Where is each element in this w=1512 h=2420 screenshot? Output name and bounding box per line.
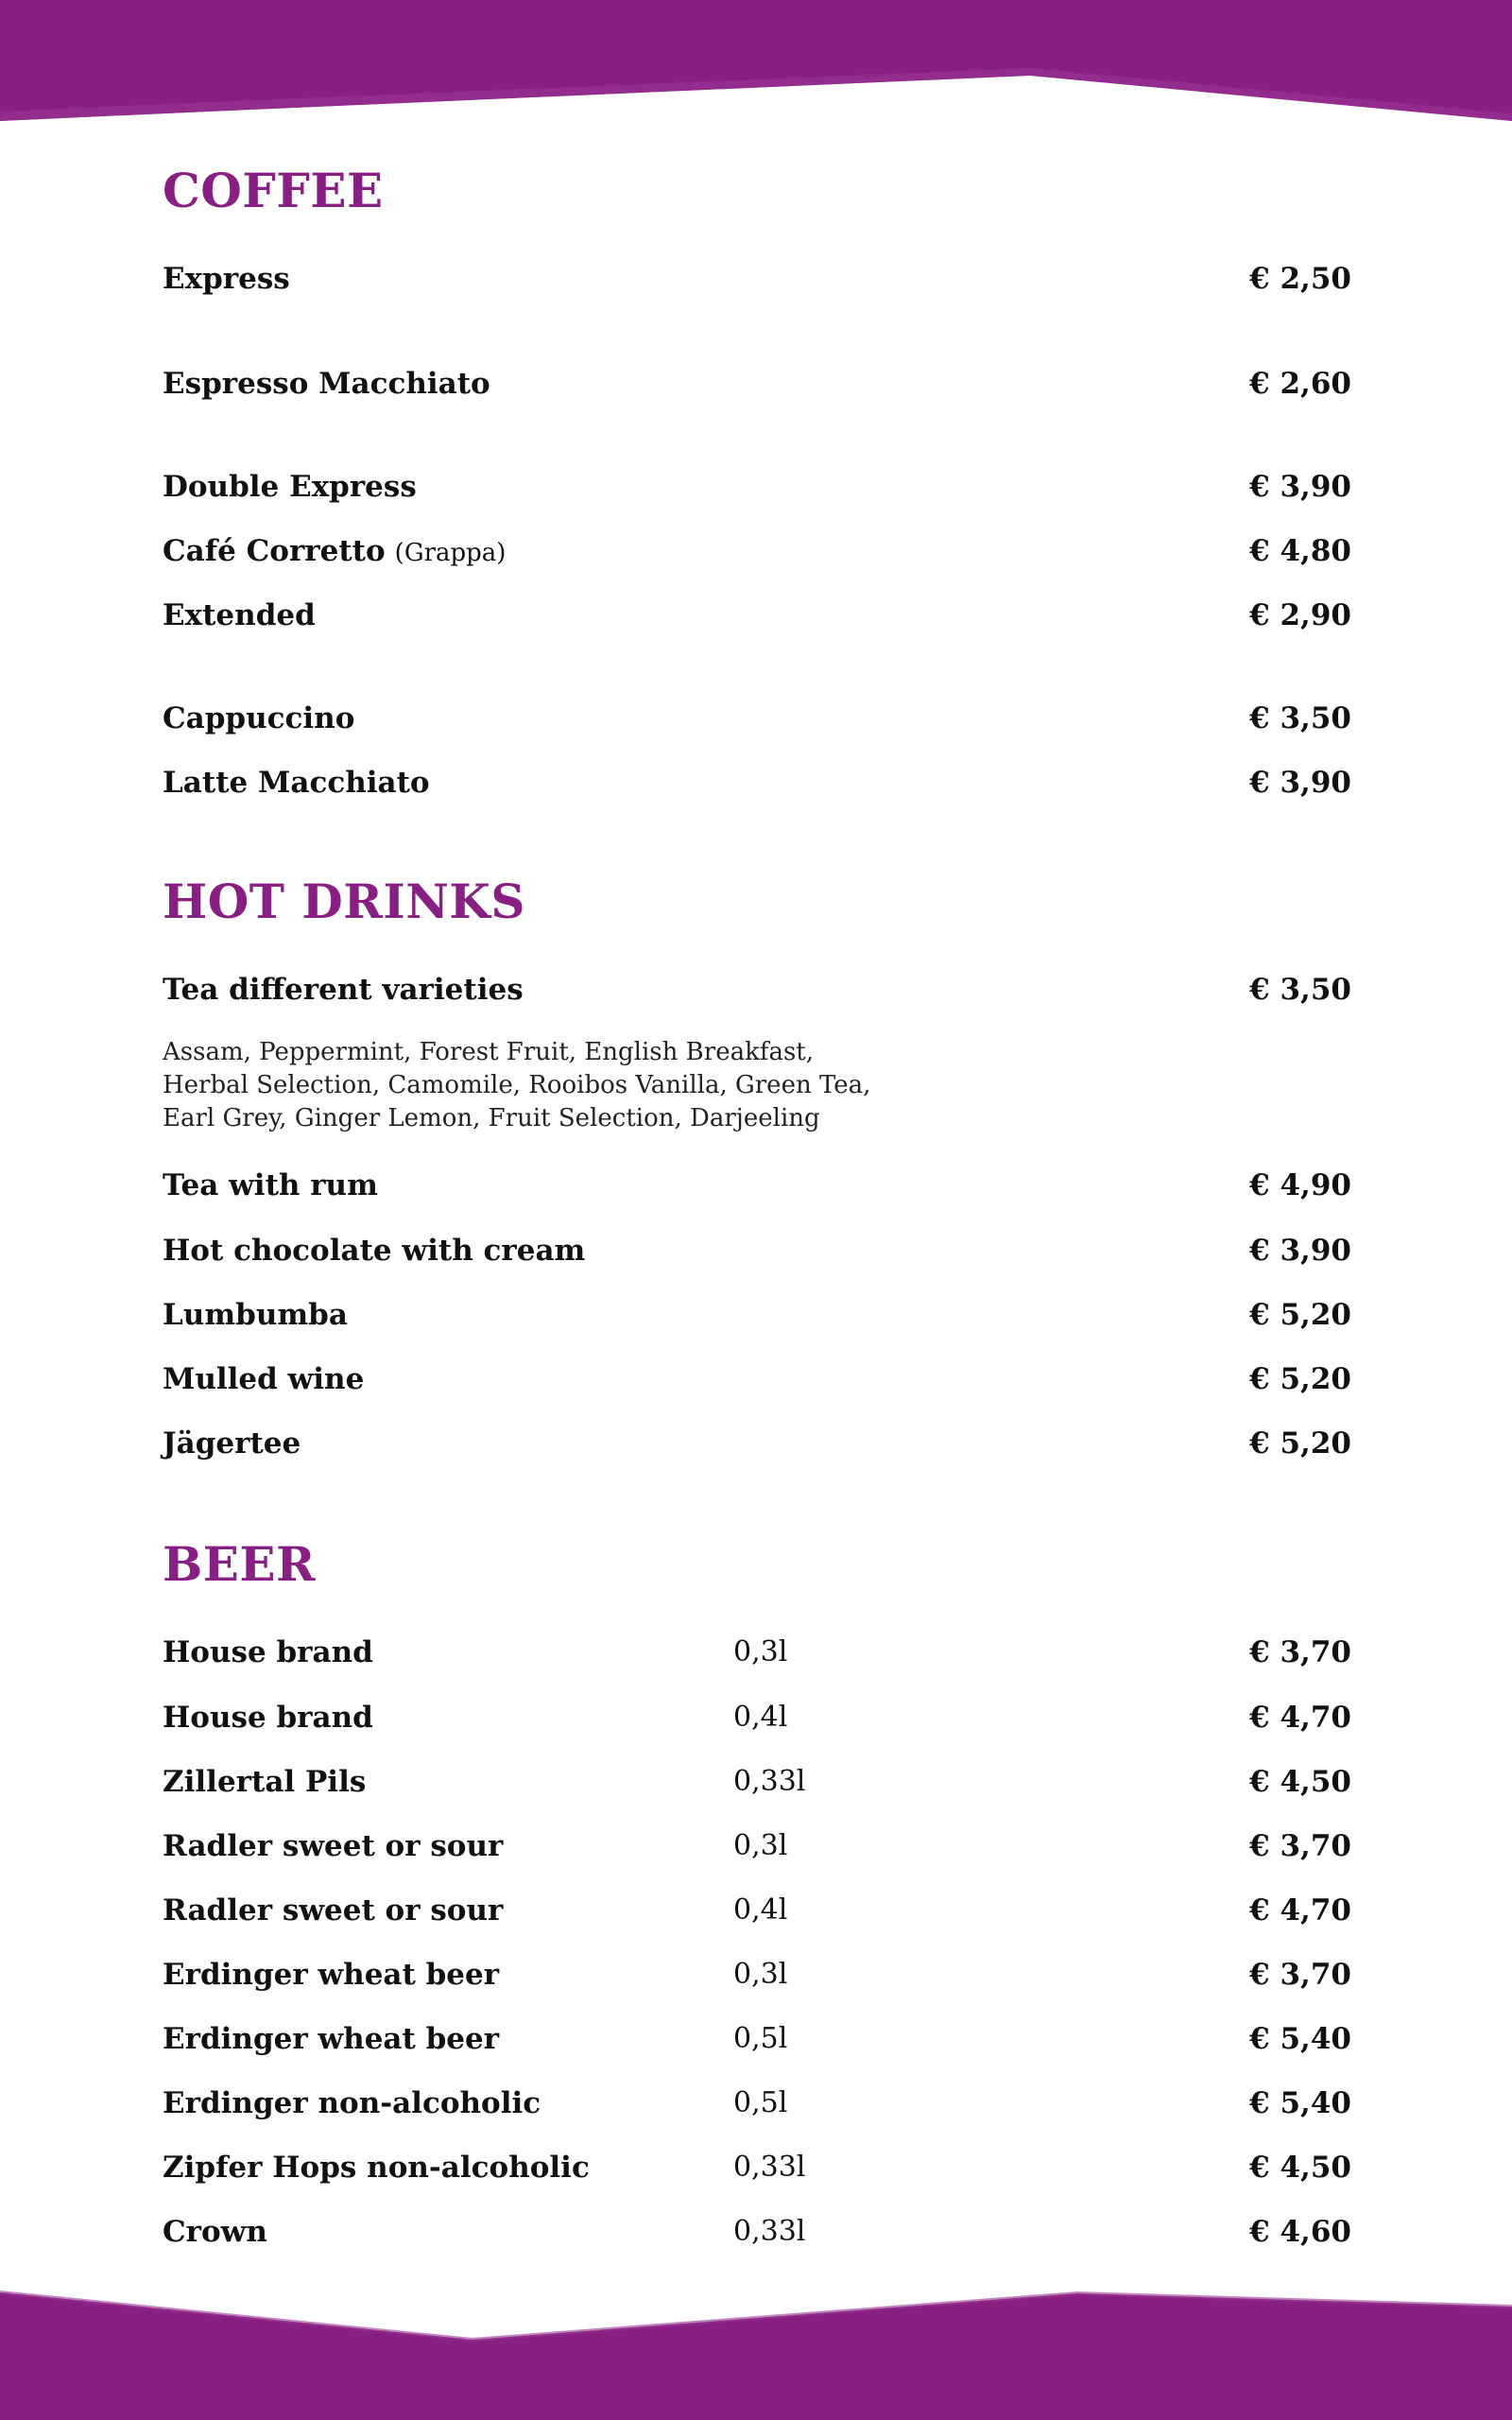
item-price: € 4,80 [1249,534,1351,568]
item-size: 0,4l [733,1701,788,1734]
item-name: Hot chocolate with cream [163,1234,586,1268]
item-price: € 2,60 [1249,367,1351,401]
menu-item-row [163,1420,1351,1467]
item-price: € 5,40 [1249,2022,1351,2056]
menu-item-row [163,360,1351,407]
menu-item-row [163,695,1351,742]
item-price: € 3,50 [1249,973,1351,1007]
menu-item-row [163,1162,1351,1209]
item-size: 0,3l [733,1635,788,1668]
item-name: Erdinger non-alcoholic [163,2086,541,2120]
item-size: 0,3l [733,1958,788,1991]
item-name: Radler sweet or sour [163,1829,504,1863]
item-price: € 3,90 [1249,1234,1351,1268]
menu-item-row [163,1823,1351,1870]
item-name: Tea with rum [163,1168,378,1202]
item-size: 0,33l [733,2215,806,2248]
item-price: € 5,40 [1249,2086,1351,2120]
item-name: Lumbumba [163,1298,348,1332]
item-name: Zipfer Hops non-alcoholic [163,2151,590,2185]
item-price: € 3,70 [1249,1829,1351,1863]
item-size: 0,3l [733,1829,788,1862]
item-price: € 4,50 [1249,1765,1351,1799]
bottom-banner [0,2278,1512,2420]
item-price: € 3,90 [1249,766,1351,800]
item-price: € 5,20 [1249,1426,1351,1461]
item-name: Latte Macchiato [163,766,430,800]
item-name [163,527,506,577]
menu-item-row [163,527,1351,575]
item-name: Zillertal Pils [163,1765,367,1799]
beer-heading: BEER [163,1536,317,1592]
item-price: € 4,70 [1249,1701,1351,1735]
item-size: 0,5l [733,2086,788,2119]
item-name: House brand [163,1701,373,1735]
menu-item-row [163,2015,1351,2063]
item-name: Extended [163,598,316,632]
tea-varieties-line: Assam, Peppermint, Forest Fruit, English Breakfast, [163,1038,815,1066]
item-name: Erdinger wheat beer [163,1958,500,1992]
top-banner [0,0,1512,132]
item-price: € 4,60 [1249,2215,1351,2249]
item-name: Express [163,262,290,296]
coffee-heading: COFFEE [163,163,384,218]
item-price: € 4,50 [1249,2151,1351,2185]
menu-item-row [163,2208,1351,2256]
menu-item-row [163,1629,1351,1676]
item-name: Jägertee [163,1426,301,1461]
menu-item-row [163,1356,1351,1403]
item-note: (Grappa) [394,539,507,567]
item-price: € 4,70 [1249,1893,1351,1927]
item-name: Tea different varieties [163,973,524,1007]
menu-item-row [163,759,1351,806]
item-name: Erdinger wheat beer [163,2022,500,2056]
item-name: Mulled wine [163,1362,365,1396]
item-size: 0,33l [733,2151,806,2184]
menu-item-row [163,1758,1351,1806]
tea-varieties-line: Herbal Selection, Camomile, Rooibos Vanilla, Green Tea, [163,1071,871,1099]
menu-item-row [163,1694,1351,1741]
menu-item-row [163,966,1351,1013]
menu-item-row [163,2144,1351,2191]
tea-varieties-line: Earl Grey, Ginger Lemon, Fruit Selection, Darjeeling [163,1104,820,1132]
menu-item-row [163,592,1351,639]
item-name: House brand [163,1635,373,1669]
item-price: € 5,20 [1249,1298,1351,1332]
menu-item-row [163,1887,1351,1934]
item-price: € 3,90 [1249,470,1351,504]
menu-item-row [163,2080,1351,2127]
item-price: € 3,70 [1249,1635,1351,1669]
item-price: € 5,20 [1249,1362,1351,1396]
item-name: Espresso Macchiato [163,367,490,401]
item-price: € 3,70 [1249,1958,1351,1992]
item-size: 0,5l [733,2022,788,2055]
menu-item-row [163,1291,1351,1339]
item-name: Cappuccino [163,701,355,735]
item-size: 0,33l [733,1765,806,1798]
item-name: Crown [163,2215,267,2249]
menu-item-row [163,255,1351,302]
item-name-text: Café Corretto [163,534,386,568]
item-price: € 2,50 [1249,262,1351,296]
hot-drinks-heading: HOT DRINKS [163,873,525,929]
item-size: 0,4l [733,1893,788,1927]
item-price: € 2,90 [1249,598,1351,632]
tea-varieties-list [163,1036,1013,1135]
item-name: Radler sweet or sour [163,1893,504,1927]
menu-item-row [163,463,1351,510]
menu-item-row [163,1951,1351,1998]
item-price: € 3,50 [1249,701,1351,735]
menu-item-row [163,1227,1351,1274]
item-name: Double Express [163,470,417,504]
item-price: € 4,90 [1249,1168,1351,1202]
